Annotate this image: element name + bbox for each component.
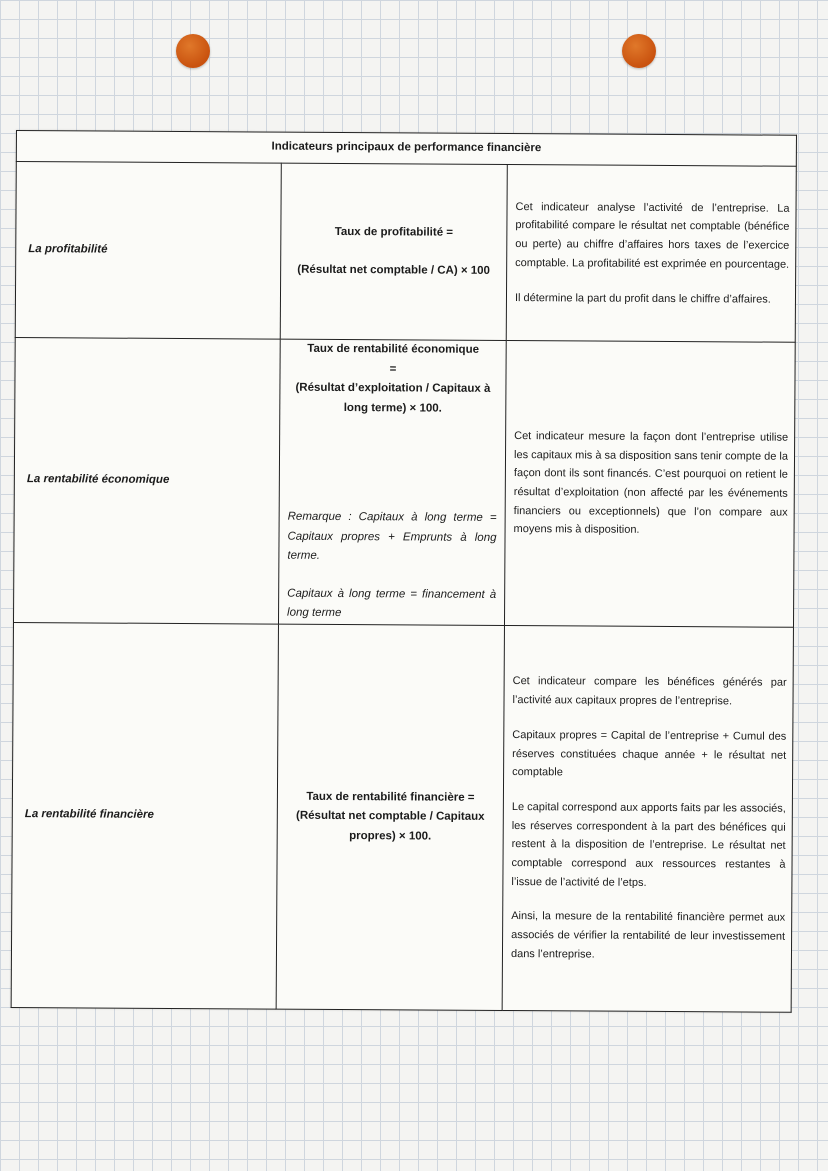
description-cell bbox=[506, 165, 796, 343]
performance-table bbox=[11, 130, 797, 1013]
formula-body: (Résultat d’exploitation / Capitaux à long terme) × 100. bbox=[295, 381, 491, 415]
formula-cell: Taux de rentabilité financière = (Résultat net comptable / Capitaux propres) × 100. bbox=[276, 624, 504, 1010]
formula-remark: Remarque : Capitaux à long terme = Capitaux propres + Emprunts à long terme. bbox=[287, 510, 497, 563]
description-paragraph: Cet indicateur mesure la façon dont l’entreprise utilise les capitaux mis à sa disposition sans tenir compte de la façon dont ils sont financés. C’est pourquoi on retient le résultat d’exploitation (non affecté par les événements financiers ou exceptionnels) que l’on compare aux moyens mis à disposition. bbox=[513, 429, 789, 537]
formula-remark-2: Capitaux à long terme = financement à long terme bbox=[287, 587, 497, 620]
description-paragraph: Le capital correspond aux apports faits par les associés, les réserves correspondent à la part des bénéfices qui restent à la disposition de l’entreprise. Le résultat net comptable correspond aux ressources restantes à l’issue de l’activité de l’etps. bbox=[511, 800, 786, 889]
formula-title: Taux de profitabilité = bbox=[334, 225, 454, 239]
row-label-rentabilite-financiere: La rentabilité financière bbox=[11, 622, 278, 1009]
description-paragraph: Cet indicateur compare les bénéfices générés par l’activité aux capitaux propres de l’entreprise. bbox=[512, 675, 787, 708]
description-paragraph: Il détermine la part du profit dans le chiffre d’affaires. bbox=[514, 291, 771, 306]
row-label-profitabilite: La profitabilité bbox=[15, 162, 281, 340]
formula-cell bbox=[280, 163, 507, 340]
description-paragraph: Capitaux propres = Capital de l’entreprise + Cumul des réserves constituées chaque année + le résultat net comptable bbox=[512, 728, 787, 779]
description-cell bbox=[502, 625, 793, 1012]
printed-sheet bbox=[11, 130, 796, 1013]
row-label-rentabilite-economique: La rentabilité économique bbox=[13, 337, 280, 624]
table-row bbox=[13, 337, 795, 627]
formula-body: (Résultat net comptable / CA) × 100 bbox=[297, 263, 491, 277]
table-row bbox=[11, 622, 793, 1012]
table-row bbox=[15, 162, 796, 343]
orange-sticker-right-icon bbox=[622, 34, 656, 68]
description-cell bbox=[504, 340, 795, 627]
formula-equals: = bbox=[389, 362, 397, 375]
table-title-row bbox=[16, 131, 796, 167]
description-paragraph: Ainsi, la mesure de la rentabilité financière permet aux associés de vérifier la rentabilité de leur investissement dans l’entreprise. bbox=[510, 910, 786, 961]
formula-title: Taux de rentabilité économique bbox=[307, 342, 480, 356]
description-paragraph: Cet indicateur analyse l’activité de l’entreprise. La profitabilité compare le résultat net comptable (bénéfice ou perte) au chiffre d’affaires hors taxes de l’exercice comptable. La profitabilité est exprimée en pourcentage. bbox=[515, 200, 790, 271]
table-title: Indicateurs principaux de performance financière bbox=[16, 131, 796, 167]
orange-sticker-left-icon bbox=[176, 34, 210, 68]
formula-cell bbox=[278, 339, 506, 625]
